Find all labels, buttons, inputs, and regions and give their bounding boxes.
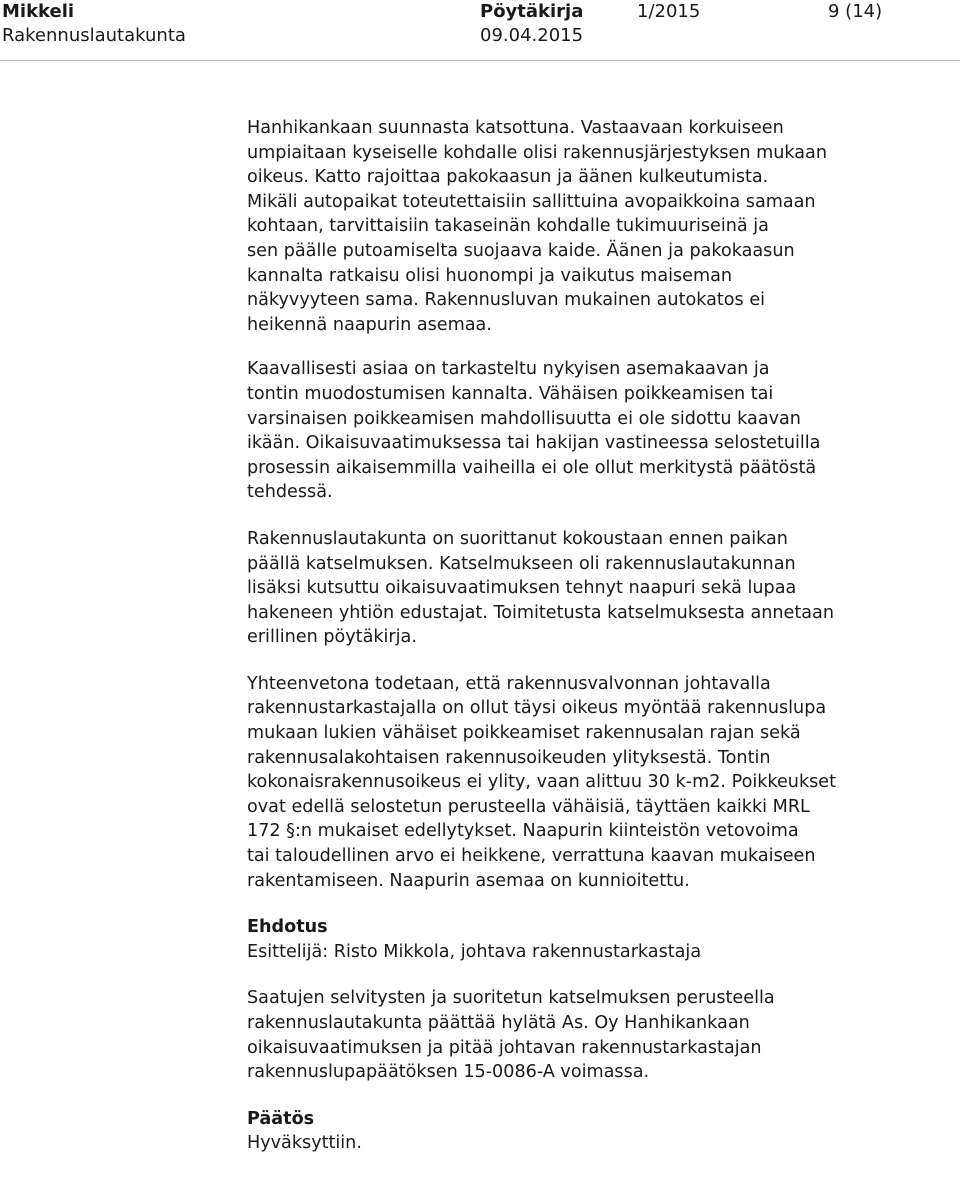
- document-number: 1/2015: [637, 1, 701, 22]
- proposal-section: [247, 915, 937, 964]
- proposal-presenter: Esittelijä: Risto Mikkola, johtava rakennustarkastaja: [247, 941, 702, 962]
- organization-name: Mikkeli: [2, 1, 75, 22]
- decision-section: [247, 1107, 937, 1156]
- paragraph-3: Rakennuslautakunta on suorittanut kokoustaan ennen paikan päällä katselmuksen. Katselmukseen oli rakennuslautakunnan lisäksi kutsuttu oikaisuvaatimuksen tehnyt naapuri sekä lupaa hakeneen yhtiön edustajat. Toimitetusta katselmuksesta annetaan erillinen pöytäkirja.: [247, 528, 834, 648]
- page-number: 9 (14): [828, 1, 883, 22]
- decision-text: Hyväksyttiin.: [247, 1133, 362, 1154]
- header-divider: [0, 60, 960, 61]
- meeting-date: 09.04.2015: [480, 25, 584, 46]
- decision-heading: Päätös: [247, 1108, 315, 1129]
- page-header: [0, 0, 960, 56]
- document-type: Pöytäkirja: [480, 1, 584, 22]
- paragraph-1: Hanhikankaan suunnasta katsottuna. Vastaavaan korkuiseen umpiaitaan kyseiselle kohdalle olisi rakennusjärjestyksen mukaan oikeus. Katto rajoittaa pakokaasun ja äänen kulkeutumista. Mikäli autopaikat toteutettaisiin sallittuina avopaikkoina samaan kohtaan, tarvittaisiin takaseinän kohdalle tukimuuriseinä ja sen päälle putoamiselta suojaava kaide. Äänen ja pakokaasun kannalta ratkaisu olisi huonompi ja vaikutus maiseman näkyvyyteen sama. Rakennusluvan mukainen autokatos ei heikennä naapurin asemaa.: [247, 118, 827, 335]
- proposal-text: Saatujen selvitysten ja suoritetun katselmuksen perusteella rakennuslautakunta päättää hylätä As. Oy Hanhikankaan oikaisuvaatimuksen ja pitää johtavan rakennustarkastajan rakennuslupapäätöksen 15-0086-A voimassa.: [247, 988, 775, 1083]
- paragraph-2: Kaavallisesti asiaa on tarkasteltu nykyisen asemakaavan ja tontin muodostumisen kannalta. Vähäisen poikkeamisen tai varsinaisen poikkeamisen mahdollisuutta ei ole sidottu kaavan ikään. Oikaisuvaatimuksessa tai hakijan vastineessa selostetuilla prosessin aikaisemmilla vaiheilla ei ole ollut merkitystä päätöstä tehdessä.: [247, 359, 821, 503]
- department-name: Rakennuslautakunta: [2, 25, 186, 46]
- paragraph-4: Yhteenvetona todetaan, että rakennusvalvonnan johtavalla rakennustarkastajalla on ollut täysi oikeus myöntää rakennuslupa mukaan lukien vähäiset poikkeamiset rakennusalan rajan sekä rakennusalakohtaisen rakennusoikeuden ylityksestä. Tontin kokonaisrakennusoikeus ei ylity, vaan alittuu 30 k-m2. Poikkeukset ovat edellä selostetun perusteella vähäisiä, täyttäen kaikki MRL 172 §:n mukaiset edellytykset. Naapurin kiinteistön vetovoima tai taloudellinen arvo ei heikkene, verrattuna kaavan mukaiseen rakentamiseen. Naapurin asemaa on kunnioitettu.: [247, 673, 837, 891]
- proposal-heading: Ehdotus: [247, 917, 328, 938]
- document-body: [247, 116, 937, 1178]
